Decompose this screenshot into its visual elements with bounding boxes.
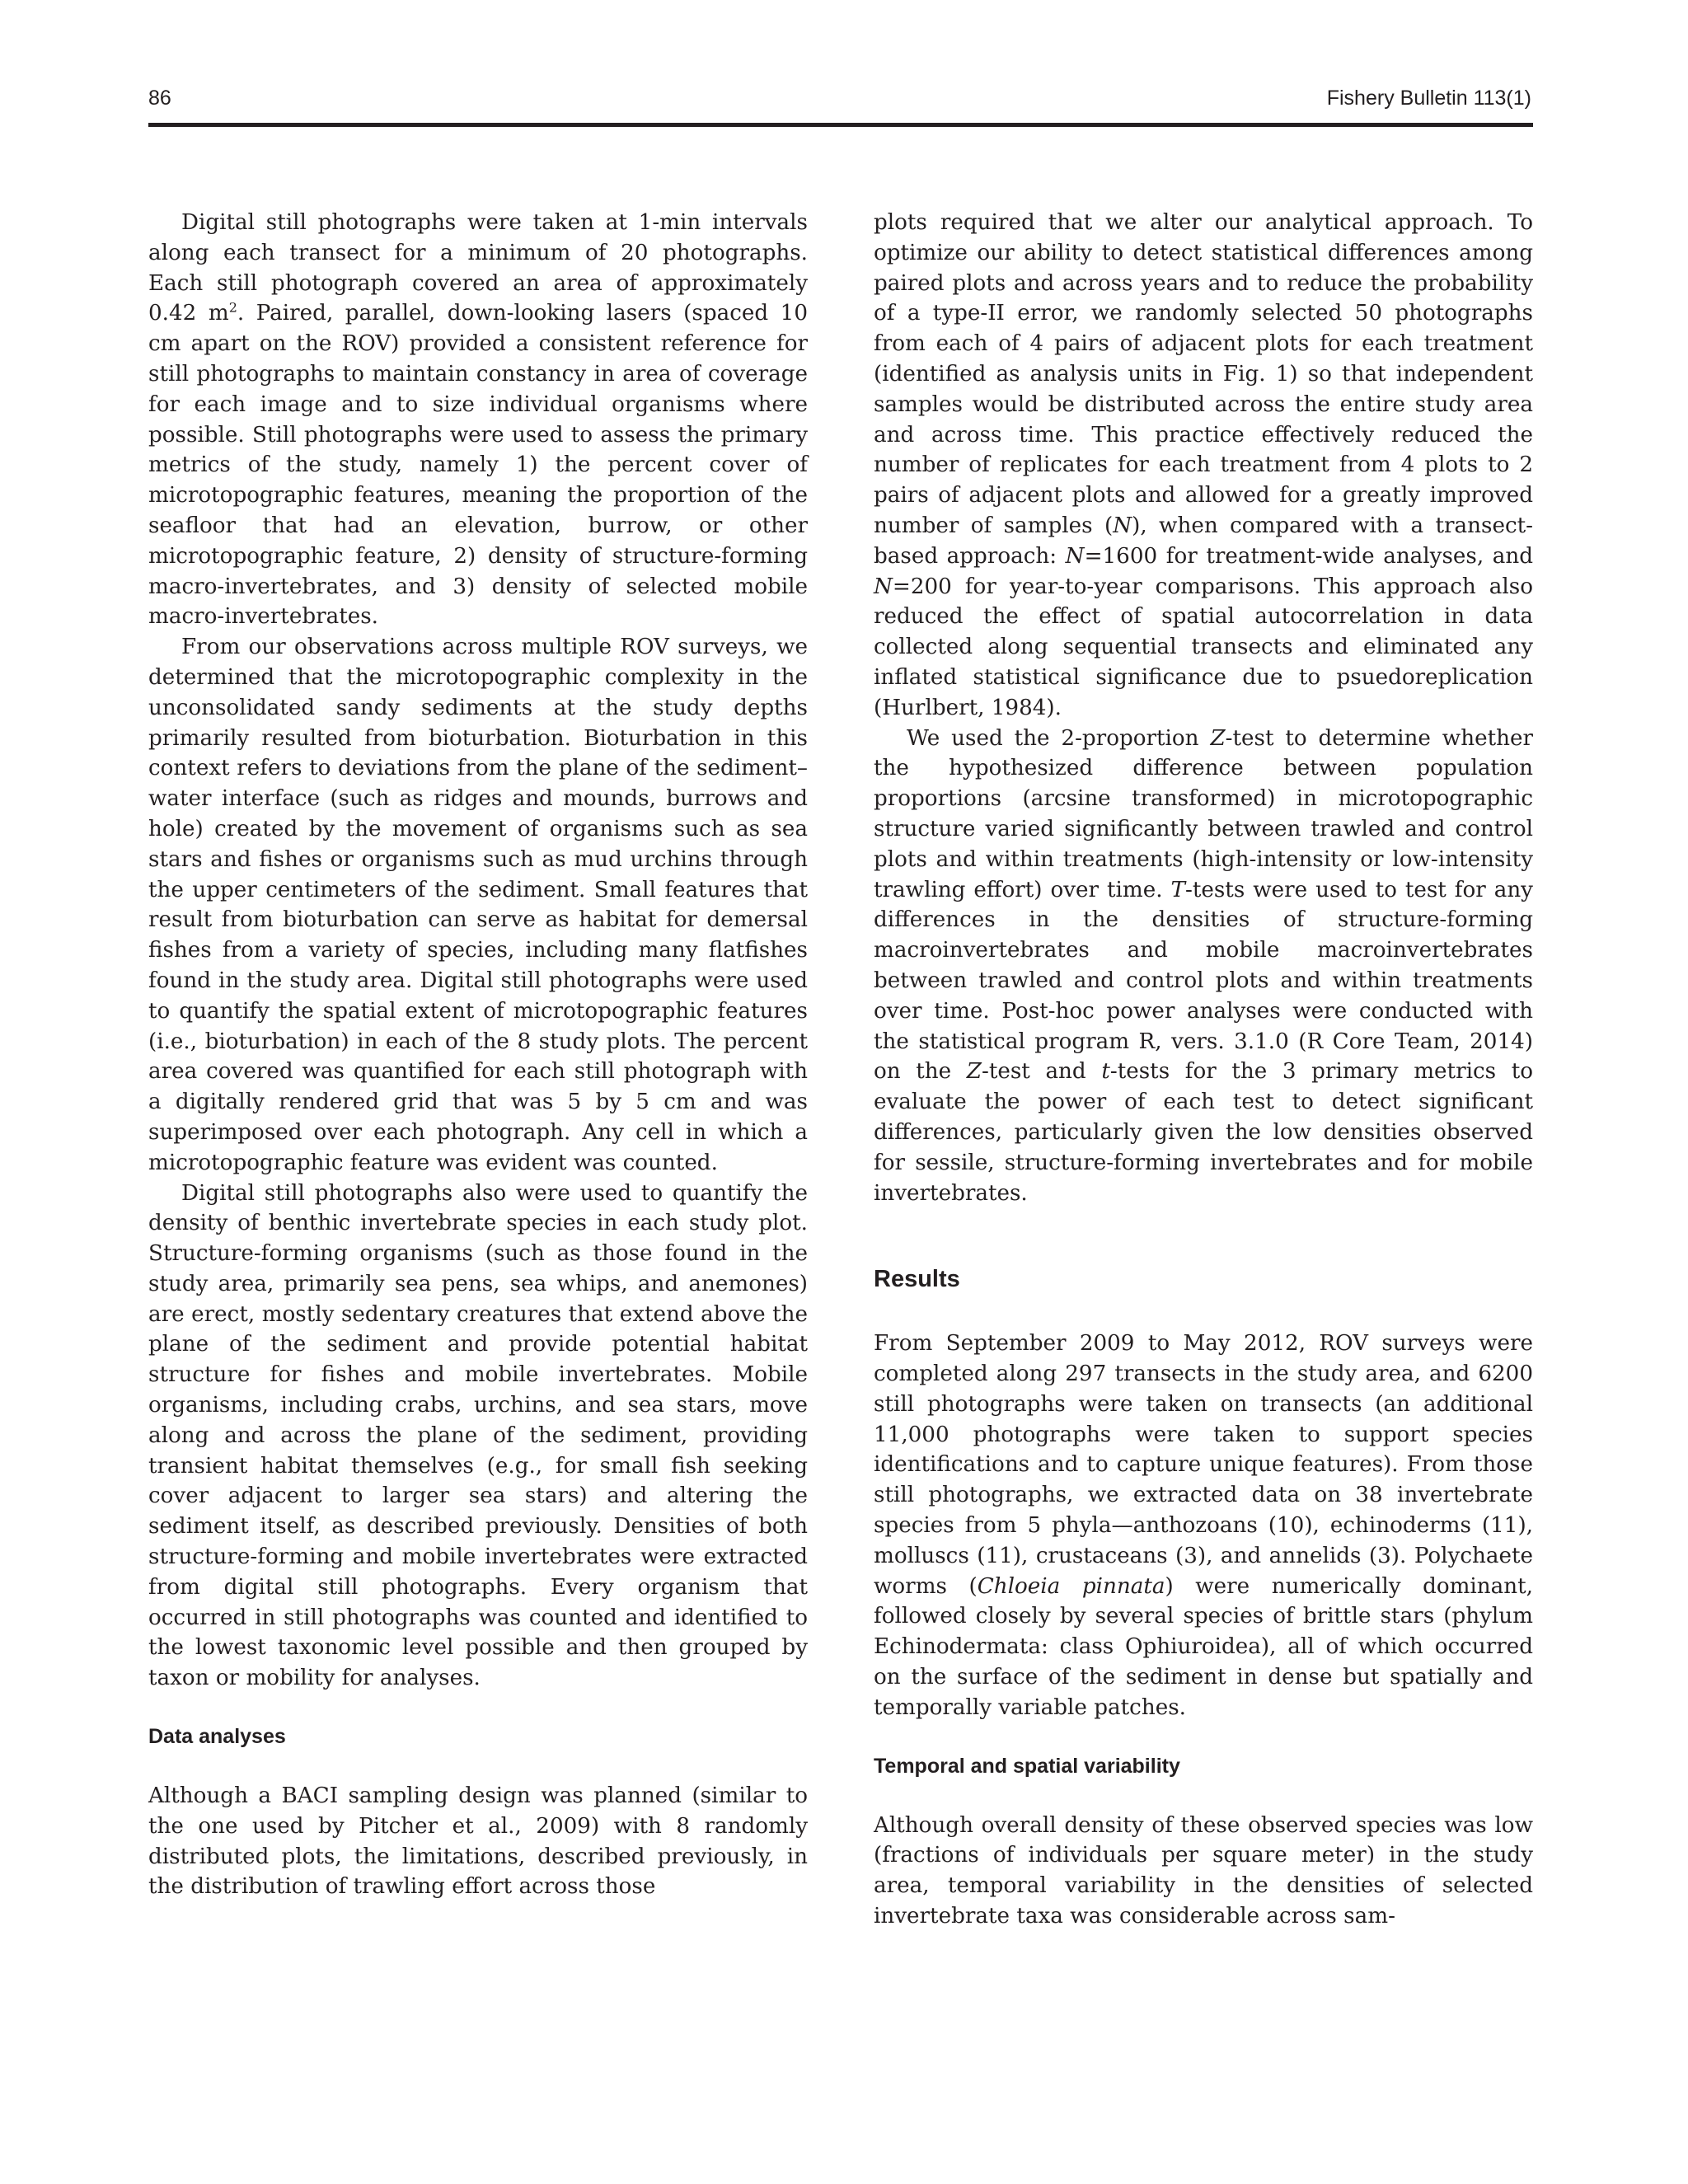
paragraph-analytical-approach: plots required that we alter our analytical approach. To optimize our ability to detect statistical differences among paired plots and across years and to reduce the probability of a type-II error, we randomly selected 50 photographs from each of 4 pairs of adjacent plots for each treatment (identified as analysis units in Fig. 1) so that independent samples would be distributed across the entire study area and across time. This practice effectively reduced the number of replicates for each treatment from 4 plots to 2 pairs of adjacent plots and allowed for a greatly improved number of samples (N), when compared with a transect-based approach: N=1600 for treatment-wide analyses, and N=200 for year-to-year comparisons. This approach also reduced the effect of spatial autocorrelation in data collected along sequential transects and eliminated any inflated statistical significance due to psuedoreplication (Hurlbert, 1984).	[874, 210, 1533, 720]
paragraph-invertebrate-density: Digital still photographs also were used to quantify the density of benthic invertebrate species in each study plot. Structure-forming organisms (such as those found in the study area, primarily sea pens, sea whips, and anemones) are erect, mostly sedentary creatures that extend above the plane of the sediment and provide potential habitat structure for fishes and mobile invertebrates. Mobile organisms, including crabs, urchins, and sea stars, move along and across the plane of the sediment, providing transient habitat themselves (e.g., for small fish seeking cover adjacent to larger sea stars) and altering the sediment itself, as described previously. Densities of both structure-forming and mobile invertebrates were extracted from digital still photographs. Every organism that occurred in still photographs was counted and identified to the lowest taxonomic level possible and then grouped by taxon or mobility for analyses.	[148, 1180, 808, 1691]
paragraph-baci-design: Although a BACI sampling design was planned (similar to the one used by Pitcher et al., 2009) with 8 randomly distributed plots, the limitations, described previously, in the distribution of trawling effort across those	[148, 1783, 808, 1900]
header-rule	[148, 123, 1533, 127]
heading-results: Results	[874, 1266, 960, 1293]
right-column	[874, 208, 1533, 1932]
journal-title: Fishery Bulletin 113(1)	[1326, 87, 1531, 110]
left-column	[148, 208, 808, 1902]
paragraph-statistical-tests: We used the 2-proportion Z-test to determine whether the hypothesized difference between population proportions (arcsine transformed) in microtopographic structure varied significantly between trawled and control plots and within treatments (high-intensity or low-intensity trawling effort) over time. T-tests were used to test for any differences in the densities of structure-forming macroinvertebrates and mobile macroinvertebrates between trawled and control plots and within treatments over time. Post-hoc power analyses were conducted with the statistical program R, vers. 3.1.0 (R Core Team, 2014) on the Z-test and t-tests for the 3 primary metrics to evaluate the power of each test to detect significant differences, particularly given the low densities observed for sessile, structure-forming invertebrates and for mobile invertebrates.	[874, 725, 1533, 1206]
paragraph-bioturbation: From our observations across multiple ROV surveys, we determined that the microtopographic complexity in the unconsolidated sandy sediments at the study depths primarily resulted from bioturbation. Bioturbation in this context refers to deviations from the plane of the sediment–water interface (such as ridges and mounds, burrows and hole) created by the movement of organisms such as sea stars and fishes or organisms such as mud urchins through the upper centimeters of the sediment. Small features that result from bioturbation can serve as habitat for demersal fishes from a variety of species, including many flatfishes found in the study area. Digital still photographs were used to quantify the spatial extent of microtopographic features (i.e., bioturbation) in each of the 8 study plots. The percent area covered was quantified for each still photograph with a digitally rendered grid that was 5 by 5 cm and was superimposed over each photograph. Any cell in which a microtopographic feature was evident was counted.	[148, 635, 808, 1175]
paragraph-still-photographs: Digital still photographs were taken at 1-min intervals along each transect for a minimum of 20 photographs. Each still photograph covered an area of approximately 0.42 $m^2$. Paired, parallel, down-looking lasers (spaced 10 cm apart on the ROV) provided a consistent reference for still photographs to maintain constancy in area of coverage for each image and to size individual organisms where possible. Still photographs were used to assess the primary metrics of the study, namely 1) the percent cover of microtopographic features, meaning the proportion of the seafloor that had an elevation, burrow, or other microtopographic feature, 2) density of structure-forming macro-invertebrates, and 3) density of selected mobile macro-invertebrates.	[148, 210, 808, 630]
heading-temporal-spatial: Temporal and spatial variability	[874, 1754, 1180, 1778]
page-number: 86	[148, 87, 171, 110]
paragraph-temporal-variability: Although overall density of these observed species was low (fractions of individuals per square meter) in the study area, temporal variability in the densities of selected invertebrate taxa was considerable across sam-	[874, 1812, 1533, 1929]
heading-data-analyses: Data analyses	[148, 1725, 286, 1749]
paragraph-results-summary: From September 2009 to May 2012, ROV surveys were completed along 297 transects in the study area, and 6200 still photographs were taken on transects (an additional 11,000 photographs were taken to support species identifications and to capture unique features). From those still photographs, we extracted data on 38 invertebrate species from 5 phyla—anthozoans (10), echinoderms (11), molluscs (11), crustaceans (3), and annelids (3). Polychaete worms (Chloeia pinnata) were numerically dominant, followed closely by several species of brittle stars (phylum Echinodermata: class Ophiuroidea), all of which occurred on the surface of the sediment in dense but spatially and temporally variable patches.	[874, 1331, 1533, 1720]
